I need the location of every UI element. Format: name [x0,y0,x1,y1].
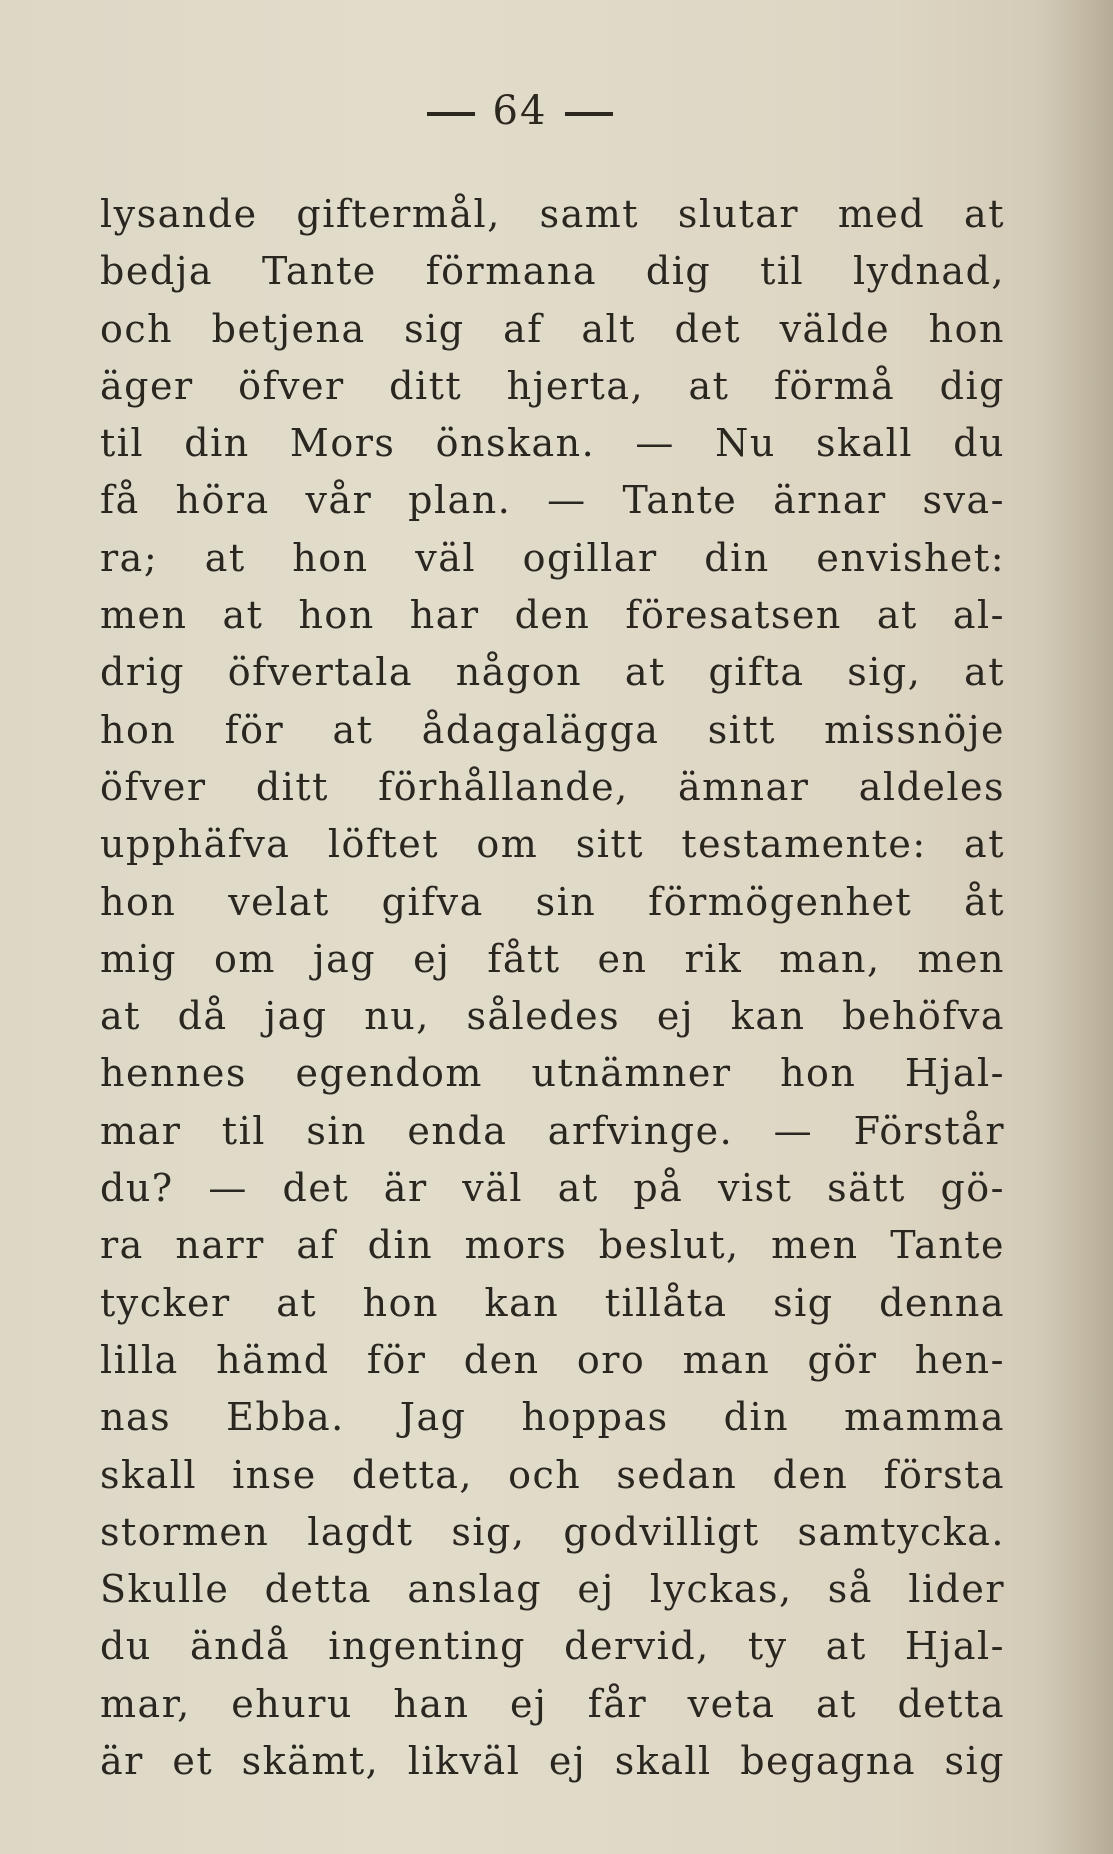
body-text [100,186,1005,1790]
text-line: men at hon har den föresatsen at al- [100,593,1005,638]
text-line: hennes egendom utnämner hon Hjal- [100,1051,1005,1096]
text-line: mig om jag ej fått en rik man, men [100,936,1005,981]
text-line: mar, ehuru han ej får veta at detta [100,1681,1005,1726]
text-line: öfver ditt förhållande, ämnar aldeles [100,764,1005,809]
text-line: skall inse detta, och sedan den första [100,1452,1005,1497]
text-line: hon för at ådagalägga sitt missnöje [100,707,1005,752]
dash-right [565,112,613,116]
text-line: tycker at hon kan tillåta sig denna [100,1280,1005,1325]
dash-left [427,112,475,116]
text-line: du? — det är väl at på vist sätt gö- [100,1166,1005,1211]
text-line: ra narr af din mors beslut, men Tante [100,1223,1005,1268]
text-line: stormen lagdt sig, godvilligt samtycka. [100,1509,1005,1554]
text-line: ra; at hon väl ogillar din envishet: [100,535,1005,580]
text-line: mar til sin enda arfvinge. — Förstår [100,1108,1005,1153]
text-line: lilla hämd för den oro man gör hen- [100,1337,1005,1382]
page-edge-shadow [1033,0,1113,1854]
text-line: upphäfva löftet om sitt testamente: at [100,822,1005,867]
text-line: du ändå ingenting dervid, ty at Hjal- [100,1624,1005,1669]
text-line: få höra vår plan. — Tante ärnar sva- [100,478,1005,523]
text-line: äger öfver ditt hjerta, at förmå dig [100,363,1005,408]
text-line: drig öfvertala någon at gifta sig, at [100,650,1005,695]
text-line: nas Ebba. Jag hoppas din mamma [100,1395,1005,1440]
text-line: bedja Tante förmana dig til lydnad, [100,249,1005,294]
text-line: och betjena sig af alt det välde hon [100,306,1005,351]
text-line: lysande giftermål, samt slutar med at [100,192,1005,236]
text-line: Skulle detta anslag ej lyckas, så lider [100,1567,1005,1612]
text-line: at då jag nu, således ej kan behöfva [100,994,1005,1039]
text-line: hon velat gifva sin förmögenhet åt [100,879,1005,924]
text-line: til din Mors önskan. — Nu skall du [100,421,1005,466]
page-number: 64 [492,88,548,134]
text-line: är et skämt, likväl ej skall begagna sig [100,1739,1005,1784]
page-number-header [0,88,1040,134]
